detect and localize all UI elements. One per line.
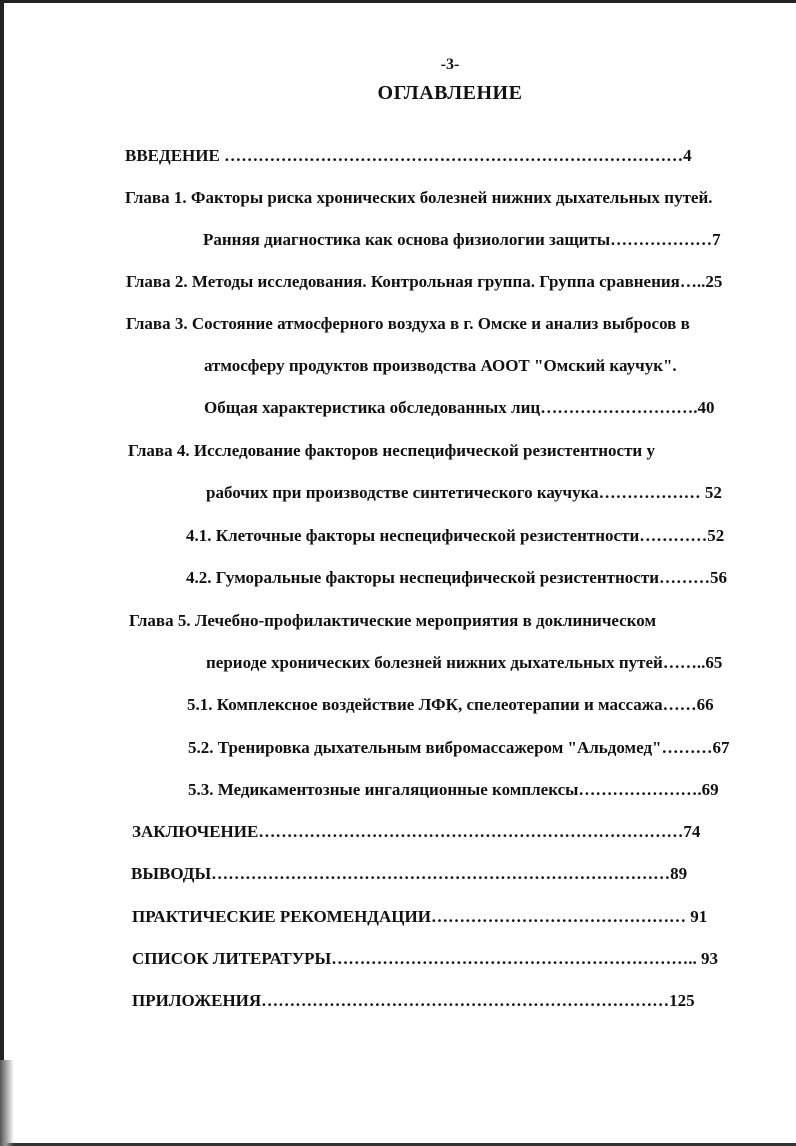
toc-entry — [132, 989, 695, 1013]
toc-leader-dots: ……………… — [598, 483, 705, 502]
toc-entry-text: Глава 3. Состояние атмосферного воздуха в г. Омске и анализ выбросов в — [126, 314, 690, 333]
toc-entry — [203, 228, 721, 252]
toc-entry-text: атмосферу продуктов производства АООТ "Омский каучук". — [204, 356, 677, 375]
toc-leader-dots: ……………………………………………………….. — [331, 949, 702, 968]
toc-leader-dots: ………………………………………………………………… — [258, 822, 684, 841]
page-number: -3- — [440, 56, 460, 73]
toc-entry — [206, 481, 722, 505]
toc-entry-text: периоде хронических болезней нижних дыхательных путей — [206, 653, 663, 672]
toc-page-number: 56 — [710, 568, 727, 587]
toc-leader-dots: ………………………. — [540, 398, 698, 417]
toc-page-number: 4 — [683, 146, 692, 165]
toc-page-number: 66 — [696, 695, 714, 714]
toc-page-number: 91 — [690, 907, 708, 926]
toc-page-number: 25 — [705, 272, 723, 291]
toc-entry-text: Общая характеристика обследованных лиц — [204, 398, 541, 417]
toc-leader-dots: ……………………………………………………………………… — [211, 864, 671, 883]
toc-entry — [129, 609, 656, 633]
toc-entry — [128, 439, 655, 463]
toc-page-number: 93 — [701, 949, 719, 968]
toc-entry-text: СПИСОК ЛИТЕРАТУРЫ — [132, 949, 332, 968]
toc-entry — [126, 270, 722, 294]
toc-entry-text: 4.1. Клеточные факторы неспецифической резистентности — [186, 526, 640, 545]
toc-leader-dots: ……………… — [610, 230, 713, 249]
toc-entry — [131, 862, 687, 886]
toc-leader-dots: ……… — [659, 568, 710, 587]
toc-page-number: 40 — [697, 398, 715, 417]
toc-entry — [126, 312, 690, 336]
scan-smudge — [0, 1060, 14, 1146]
toc-entry-text: ВВЕДЕНИЕ — [125, 146, 225, 165]
toc-entry-text: Ранняя диагностика как основа физиологии защиты — [203, 230, 611, 249]
toc-entry-text: 5.3. Медикаментозные ингаляционные комплексы — [188, 780, 579, 799]
scan-border — [0, 0, 4, 1146]
toc-entry — [132, 820, 700, 844]
toc-leader-dots: …….. — [662, 653, 706, 672]
toc-leader-dots: …… — [662, 695, 697, 714]
scan-border — [0, 0, 796, 3]
toc-entry — [186, 566, 727, 590]
toc-page-number: 52 — [704, 483, 722, 502]
toc-entry-text: 5.1. Комплексное воздействие ЛФК, спелеотерапии и массажа — [187, 695, 663, 714]
toc-page-number: 89 — [670, 864, 688, 883]
toc-page-number: 65 — [705, 653, 723, 672]
toc-entry — [188, 736, 730, 760]
toc-entry-text: 4.2. Гуморальные факторы неспецифической резистентности — [186, 568, 659, 587]
toc-entry-text: ЗАКЛЮЧЕНИЕ — [132, 822, 259, 841]
toc-leader-dots: ……………………………………………………………………… — [224, 146, 684, 165]
toc-entry-text: Глава 5. Лечебно-профилактические мероприятия в доклиническом — [129, 611, 657, 630]
toc-entry — [187, 693, 714, 717]
toc-page-number: 74 — [683, 822, 701, 841]
page-title: ОГЛАВЛЕНИЕ — [377, 82, 523, 104]
toc-page-number: 7 — [712, 230, 721, 249]
toc-page-number: 67 — [712, 738, 730, 757]
toc-entry-text: ПРАКТИЧЕСКИЕ РЕКОМЕНДАЦИИ — [132, 907, 431, 926]
toc-page-number: 125 — [669, 991, 695, 1010]
toc-entry — [204, 354, 677, 378]
toc-entry — [125, 186, 713, 210]
toc-entry-text: рабочих при производстве синтетического каучука — [206, 483, 599, 502]
toc-leader-dots: ……………………………………………………………… — [261, 991, 670, 1010]
toc-entry-text: ВЫВОДЫ — [131, 864, 212, 883]
toc-page-number: 52 — [707, 526, 725, 545]
toc-entry — [204, 396, 714, 420]
toc-leader-dots: …………………. — [578, 780, 702, 799]
toc-leader-dots: ….. — [679, 272, 706, 291]
toc-leader-dots: ……………………………………… — [430, 907, 691, 926]
toc-entry — [132, 905, 707, 929]
toc-entry — [186, 524, 724, 548]
toc-leader-dots: ……… — [661, 738, 713, 757]
toc-entry — [132, 947, 718, 971]
toc-leader-dots: ………… — [639, 526, 708, 545]
toc-entry — [188, 778, 719, 802]
toc-page-number: 69 — [701, 780, 719, 799]
toc-entry — [206, 651, 722, 675]
toc-entry — [125, 144, 692, 168]
toc-entry-text: Глава 1. Факторы риска хронических болезней нижних дыхательных путей. — [125, 188, 713, 207]
toc-entry-text: 5.2. Тренировка дыхательным вибромассажером "Альдомед" — [188, 738, 662, 757]
toc-entry-text: ПРИЛОЖЕНИЯ — [132, 991, 262, 1010]
toc-entry-text: Глава 2. Методы исследования. Контрольная группа. Группа сравнения — [126, 272, 680, 291]
toc-entry-text: Глава 4. Исследование факторов неспецифической резистентности у — [128, 441, 655, 460]
